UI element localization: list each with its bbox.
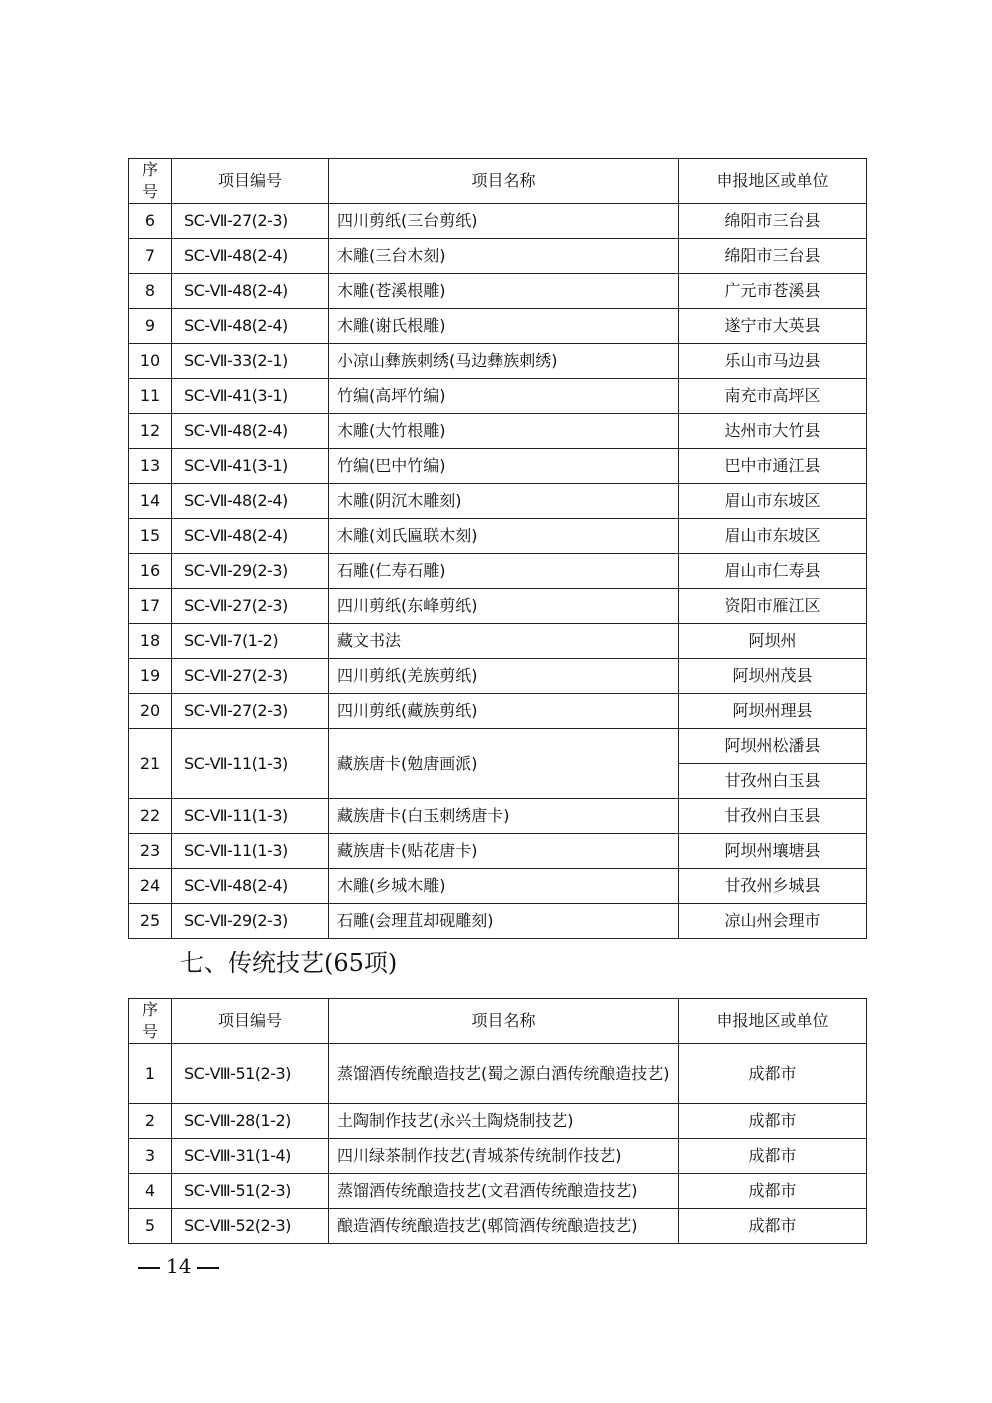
cell-name: 竹编(巴中竹编) [329,449,679,484]
cell-code: SC-Ⅶ-48(2-4) [172,239,329,274]
cell-no: 9 [129,309,172,344]
cell-no: 14 [129,484,172,519]
cell-no: 24 [129,869,172,904]
table-row [129,449,867,484]
table-row [129,1104,867,1139]
cell-location: 阿坝州 [679,624,867,659]
cell-location: 阿坝州松潘县 [679,729,867,764]
cell-no: 7 [129,239,172,274]
cell-no: 10 [129,344,172,379]
cell-location: 达州市大竹县 [679,414,867,449]
table-row [129,274,867,309]
cell-code: SC-Ⅶ-27(2-3) [172,659,329,694]
footer-dash-right [197,1267,219,1269]
cell-code: SC-Ⅷ-51(2-3) [172,1174,329,1209]
table-row [129,414,867,449]
table-row [129,309,867,344]
header-code: 项目编号 [172,999,329,1044]
cell-name: 四川剪纸(东峰剪纸) [329,589,679,624]
cell-location: 成都市 [679,1209,867,1244]
cell-code: SC-Ⅶ-33(2-1) [172,344,329,379]
cell-location: 眉山市东坡区 [679,519,867,554]
table-row [129,904,867,939]
table-row [129,484,867,519]
cell-code: SC-Ⅶ-48(2-4) [172,519,329,554]
cell-no: 18 [129,624,172,659]
header-no: 序号 [129,159,172,204]
cell-code: SC-Ⅶ-48(2-4) [172,309,329,344]
cell-location: 凉山州会理市 [679,904,867,939]
heritage-table-1 [128,158,867,939]
cell-location: 南充市高坪区 [679,379,867,414]
cell-code: SC-Ⅶ-7(1-2) [172,624,329,659]
cell-name: 木雕(苍溪根雕) [329,274,679,309]
cell-name: 藏族唐卡(白玉刺绣唐卡) [329,799,679,834]
cell-no: 15 [129,519,172,554]
cell-no: 3 [129,1139,172,1174]
cell-location: 眉山市东坡区 [679,484,867,519]
cell-code: SC-Ⅶ-48(2-4) [172,414,329,449]
cell-code: SC-Ⅶ-41(3-1) [172,379,329,414]
table-header-row [129,999,867,1044]
cell-code: SC-Ⅶ-48(2-4) [172,274,329,309]
cell-location-second: 甘孜州白玉县 [679,764,867,799]
cell-location: 眉山市仁寿县 [679,554,867,589]
footer-dash-left [138,1267,160,1269]
cell-name: 石雕(会理苴却砚雕刻) [329,904,679,939]
table-row [129,729,867,764]
cell-name: 藏文书法 [329,624,679,659]
heritage-table-2 [128,998,867,1244]
cell-no: 22 [129,799,172,834]
table-row [129,624,867,659]
table-row [129,1209,867,1244]
cell-location: 甘孜州白玉县 [679,799,867,834]
cell-no: 6 [129,204,172,239]
table-row [129,659,867,694]
cell-no: 21 [129,729,172,799]
cell-name: 蒸馏酒传统酿造技艺(文君酒传统酿造技艺) [329,1174,679,1209]
cell-location: 成都市 [679,1174,867,1209]
header-no: 序号 [129,999,172,1044]
cell-location: 巴中市通江县 [679,449,867,484]
page-footer [138,1252,219,1280]
cell-no: 20 [129,694,172,729]
cell-name: 四川剪纸(羌族剪纸) [329,659,679,694]
cell-location: 阿坝州茂县 [679,659,867,694]
table-row [129,519,867,554]
cell-code: SC-Ⅶ-29(2-3) [172,904,329,939]
cell-location: 阿坝州壤塘县 [679,834,867,869]
cell-code: SC-Ⅷ-52(2-3) [172,1209,329,1244]
cell-location: 资阳市雁江区 [679,589,867,624]
table-row [129,869,867,904]
cell-no: 16 [129,554,172,589]
cell-name: 藏族唐卡(贴花唐卡) [329,834,679,869]
cell-no: 19 [129,659,172,694]
header-name: 项目名称 [329,999,679,1044]
section-title: 七、传统技艺(65项) [180,949,398,977]
cell-location: 遂宁市大英县 [679,309,867,344]
cell-name: 木雕(乡城木雕) [329,869,679,904]
cell-location: 成都市 [679,1104,867,1139]
cell-code: SC-Ⅷ-51(2-3) [172,1044,329,1104]
cell-code: SC-Ⅶ-11(1-3) [172,799,329,834]
cell-code: SC-Ⅶ-48(2-4) [172,484,329,519]
table-row [129,589,867,624]
table-row [129,204,867,239]
table-row [129,799,867,834]
cell-name: 竹编(高坪竹编) [329,379,679,414]
cell-location: 成都市 [679,1139,867,1174]
cell-name: 土陶制作技艺(永兴土陶烧制技艺) [329,1104,679,1139]
table-row [129,1174,867,1209]
cell-code: SC-Ⅶ-48(2-4) [172,869,329,904]
cell-no: 5 [129,1209,172,1244]
cell-name: 木雕(刘氏匾联木刻) [329,519,679,554]
table-header-row [129,159,867,204]
cell-code: SC-Ⅷ-28(1-2) [172,1104,329,1139]
cell-location: 绵阳市三台县 [679,239,867,274]
header-code: 项目编号 [172,159,329,204]
table-row [129,834,867,869]
cell-no: 2 [129,1104,172,1139]
cell-code: SC-Ⅶ-27(2-3) [172,694,329,729]
cell-name: 四川剪纸(三台剪纸) [329,204,679,239]
cell-location: 阿坝州理县 [679,694,867,729]
cell-name: 木雕(阴沉木雕刻) [329,484,679,519]
cell-code: SC-Ⅶ-27(2-3) [172,204,329,239]
header-location: 申报地区或单位 [679,999,867,1044]
cell-name: 石雕(仁寿石雕) [329,554,679,589]
cell-name: 木雕(三台木刻) [329,239,679,274]
cell-location: 广元市苍溪县 [679,274,867,309]
cell-name: 小凉山彝族刺绣(马边彝族刺绣) [329,344,679,379]
page-number: 14 [166,1254,192,1278]
cell-location: 乐山市马边县 [679,344,867,379]
cell-name: 四川绿茶制作技艺(青城茶传统制作技艺) [329,1139,679,1174]
header-location: 申报地区或单位 [679,159,867,204]
cell-name: 木雕(谢氏根雕) [329,309,679,344]
cell-code: SC-Ⅶ-11(1-3) [172,729,329,799]
cell-no: 8 [129,274,172,309]
table-row [129,1044,867,1104]
cell-no: 4 [129,1174,172,1209]
cell-code: SC-Ⅶ-41(3-1) [172,449,329,484]
cell-name: 蒸馏酒传统酿造技艺(蜀之源白酒传统酿造技艺) [329,1044,679,1104]
cell-no: 23 [129,834,172,869]
cell-name: 酿造酒传统酿造技艺(郫筒酒传统酿造技艺) [329,1209,679,1244]
table-row [129,554,867,589]
cell-name: 藏族唐卡(勉唐画派) [329,729,679,799]
table-row [129,344,867,379]
cell-location: 绵阳市三台县 [679,204,867,239]
table-row [129,694,867,729]
cell-name: 四川剪纸(藏族剪纸) [329,694,679,729]
cell-no: 13 [129,449,172,484]
table-row [129,1139,867,1174]
table-row [129,239,867,274]
cell-code: SC-Ⅶ-27(2-3) [172,589,329,624]
cell-code: SC-Ⅶ-11(1-3) [172,834,329,869]
cell-name: 木雕(大竹根雕) [329,414,679,449]
cell-no: 1 [129,1044,172,1104]
cell-location: 甘孜州乡城县 [679,869,867,904]
header-name: 项目名称 [329,159,679,204]
cell-no: 11 [129,379,172,414]
table-row [129,379,867,414]
cell-location: 成都市 [679,1044,867,1104]
cell-no: 17 [129,589,172,624]
cell-code: SC-Ⅶ-29(2-3) [172,554,329,589]
cell-no: 12 [129,414,172,449]
cell-no: 25 [129,904,172,939]
cell-code: SC-Ⅷ-31(1-4) [172,1139,329,1174]
